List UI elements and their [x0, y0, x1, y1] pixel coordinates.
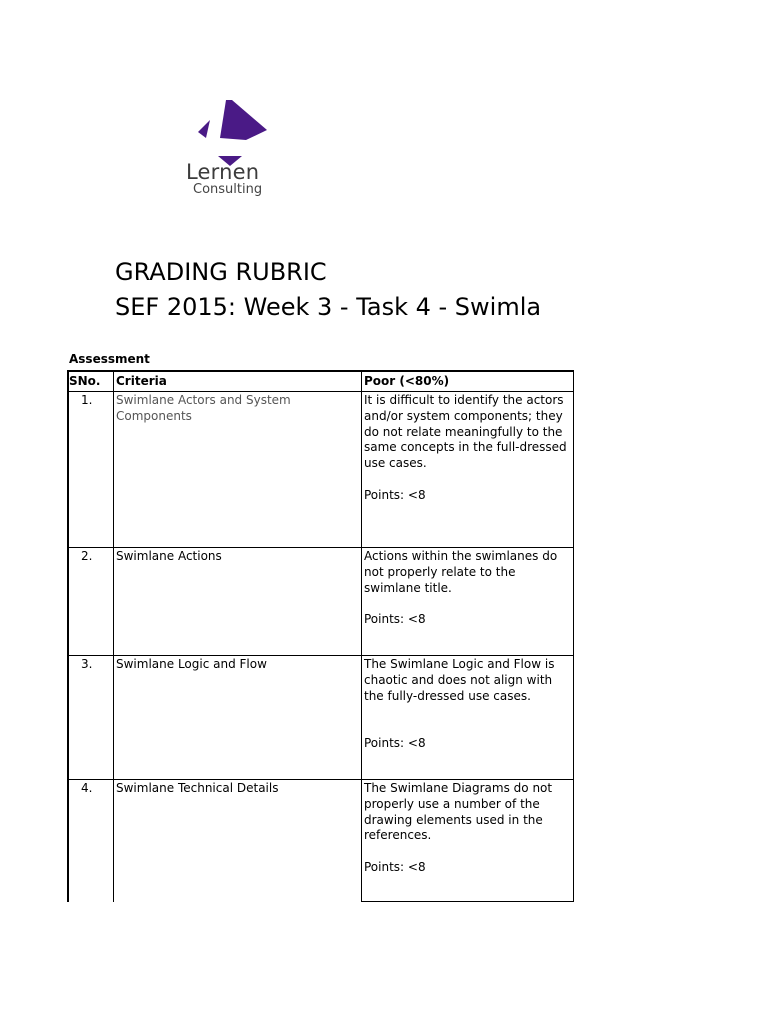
- poor-points: Points: <8: [364, 487, 426, 502]
- poor-points: Points: <8: [364, 612, 426, 627]
- logo-name: Lernen: [186, 160, 260, 184]
- row-poor-description: [364, 781, 570, 876]
- document-title: GRADING RUBRIC: [115, 258, 327, 286]
- poor-text: The Swimlane Diagrams do not properly use a number of the drawing elements used in the references.: [364, 781, 553, 843]
- poor-points: Points: <8: [364, 859, 426, 874]
- section-label: Assessment: [69, 352, 150, 366]
- row-criteria: Swimlane Actions: [116, 549, 222, 563]
- header-criteria: Criteria: [116, 374, 167, 388]
- row-criteria: Swimlane Actors and System Components: [116, 393, 291, 423]
- row-sno: 4.: [81, 781, 93, 795]
- document-subtitle: SEF 2015: Week 3 - Task 4 - Swimla: [115, 293, 542, 321]
- poor-text: It is difficult to identify the actors and/or system components; they do not relate meaningfully to the same concepts in the full-dressed use cases.: [364, 393, 567, 471]
- row-poor-description: [364, 393, 570, 504]
- row-criteria: Swimlane Technical Details: [116, 781, 279, 795]
- row-sno: 2.: [81, 549, 93, 563]
- rubric-table: [67, 370, 574, 902]
- lernen-logo-mark-icon: [192, 98, 270, 168]
- row-sno: 1.: [81, 393, 93, 407]
- logo-tagline: Consulting: [193, 182, 263, 197]
- poor-text: Actions within the swimlanes do not properly relate to the swimlane title.: [364, 549, 558, 595]
- row-sno: 3.: [81, 657, 93, 671]
- poor-text: The Swimlane Logic and Flow is chaotic and does not align with the fully-dressed use cases.: [364, 657, 555, 703]
- row-criteria: Swimlane Logic and Flow: [116, 657, 267, 671]
- header-poor: Poor (<80%): [364, 374, 450, 388]
- company-logo: [186, 98, 276, 202]
- header-sno: SNo.: [69, 374, 101, 388]
- poor-points: Points: <8: [364, 735, 426, 750]
- row-poor-description: [364, 549, 570, 628]
- row-poor-description: [364, 657, 570, 752]
